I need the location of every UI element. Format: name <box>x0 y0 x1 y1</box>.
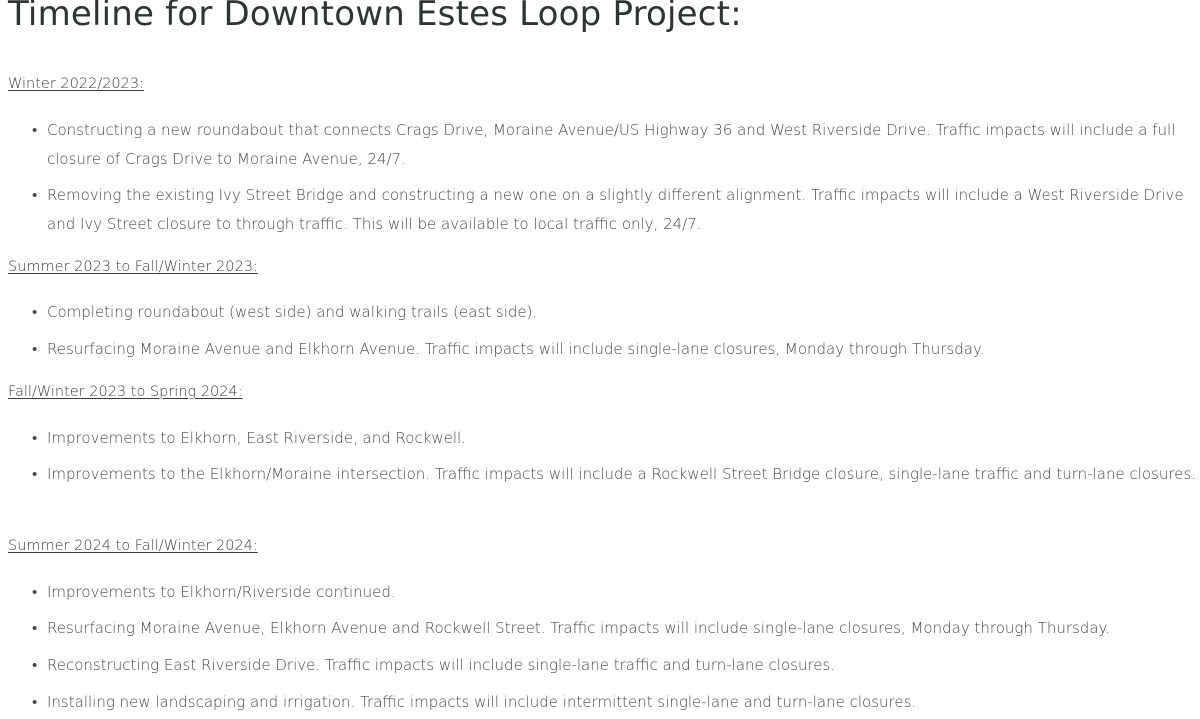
page-title: Timeline for Downtown Estes Loop Project: <box>8 0 742 34</box>
list-item <box>32 335 1197 364</box>
list-item <box>32 578 1197 607</box>
bullet-icon: • <box>32 429 38 447</box>
list-item <box>32 116 1197 174</box>
bullet-icon: • <box>32 656 38 674</box>
list-item-text: Installing new landscaping and irrigation. Traffic impacts will include intermittent single-lane and turn-lane closures. <box>47 693 917 711</box>
list-item-text: Completing roundabout (west side) and walking trails (east side). <box>47 303 538 321</box>
bullet-icon: • <box>32 340 38 358</box>
section-heading-winter-2022-2023: Winter 2022/2023: <box>8 76 144 92</box>
list-item <box>32 688 1197 717</box>
list-item <box>32 614 1197 643</box>
list-item <box>32 181 1197 239</box>
bullet-icon: • <box>32 583 38 601</box>
list-item-text: Improvements to Elkhorn, East Riverside, and Rockwell. <box>47 429 466 447</box>
bullet-icon: • <box>32 619 38 637</box>
section-heading-summer-2023: Summer 2023 to Fall/Winter 2023: <box>8 259 258 275</box>
bullet-icon: • <box>32 465 38 483</box>
list-item <box>32 460 1197 489</box>
bullet-icon: • <box>32 186 38 204</box>
bullet-icon: • <box>32 303 38 321</box>
list-item-text: Improvements to the Elkhorn/Moraine intersection. Traffic impacts will include a Rockwell Street Bridge closure, single-lane traffic and turn-lane closures. <box>47 465 1197 483</box>
list-item-text: Resurfacing Moraine Avenue and Elkhorn Avenue. Traffic impacts will include single-lane closures, Monday through Thursday. <box>47 340 985 358</box>
list-item <box>32 651 1197 680</box>
list-item-text: Reconstructing East Riverside Drive. Traffic impacts will include single-lane traffic and turn-lane closures. <box>47 656 836 674</box>
list-item-text: Improvements to Elkhorn/Riverside continued. <box>47 583 396 601</box>
bullet-icon: • <box>32 121 38 139</box>
list-item <box>32 298 1197 327</box>
section-heading-fall-winter-2023: Fall/Winter 2023 to Spring 2024: <box>8 384 243 400</box>
list-item <box>32 424 1197 453</box>
list-item-text: Resurfacing Moraine Avenue, Elkhorn Avenue and Rockwell Street. Traffic impacts will include single-lane closures, Monday through Thursday. <box>47 619 1111 637</box>
list-item-text: Removing the existing Ivy Street Bridge and constructing a new one on a slightly different alignment. Traffic impacts will include a West Riverside Drive and Ivy Street closure to through traffic. This will be available to local traffic only, 24/7. <box>47 186 1184 233</box>
bullet-icon: • <box>32 693 38 711</box>
list-item-text: Constructing a new roundabout that connects Crags Drive, Moraine Avenue/US Highway 36 and West Riverside Drive. Traffic impacts will include a full closure of Crags Drive to Moraine Avenue, 24/7. <box>47 121 1176 168</box>
section-heading-summer-2024: Summer 2024 to Fall/Winter 2024: <box>8 538 258 554</box>
